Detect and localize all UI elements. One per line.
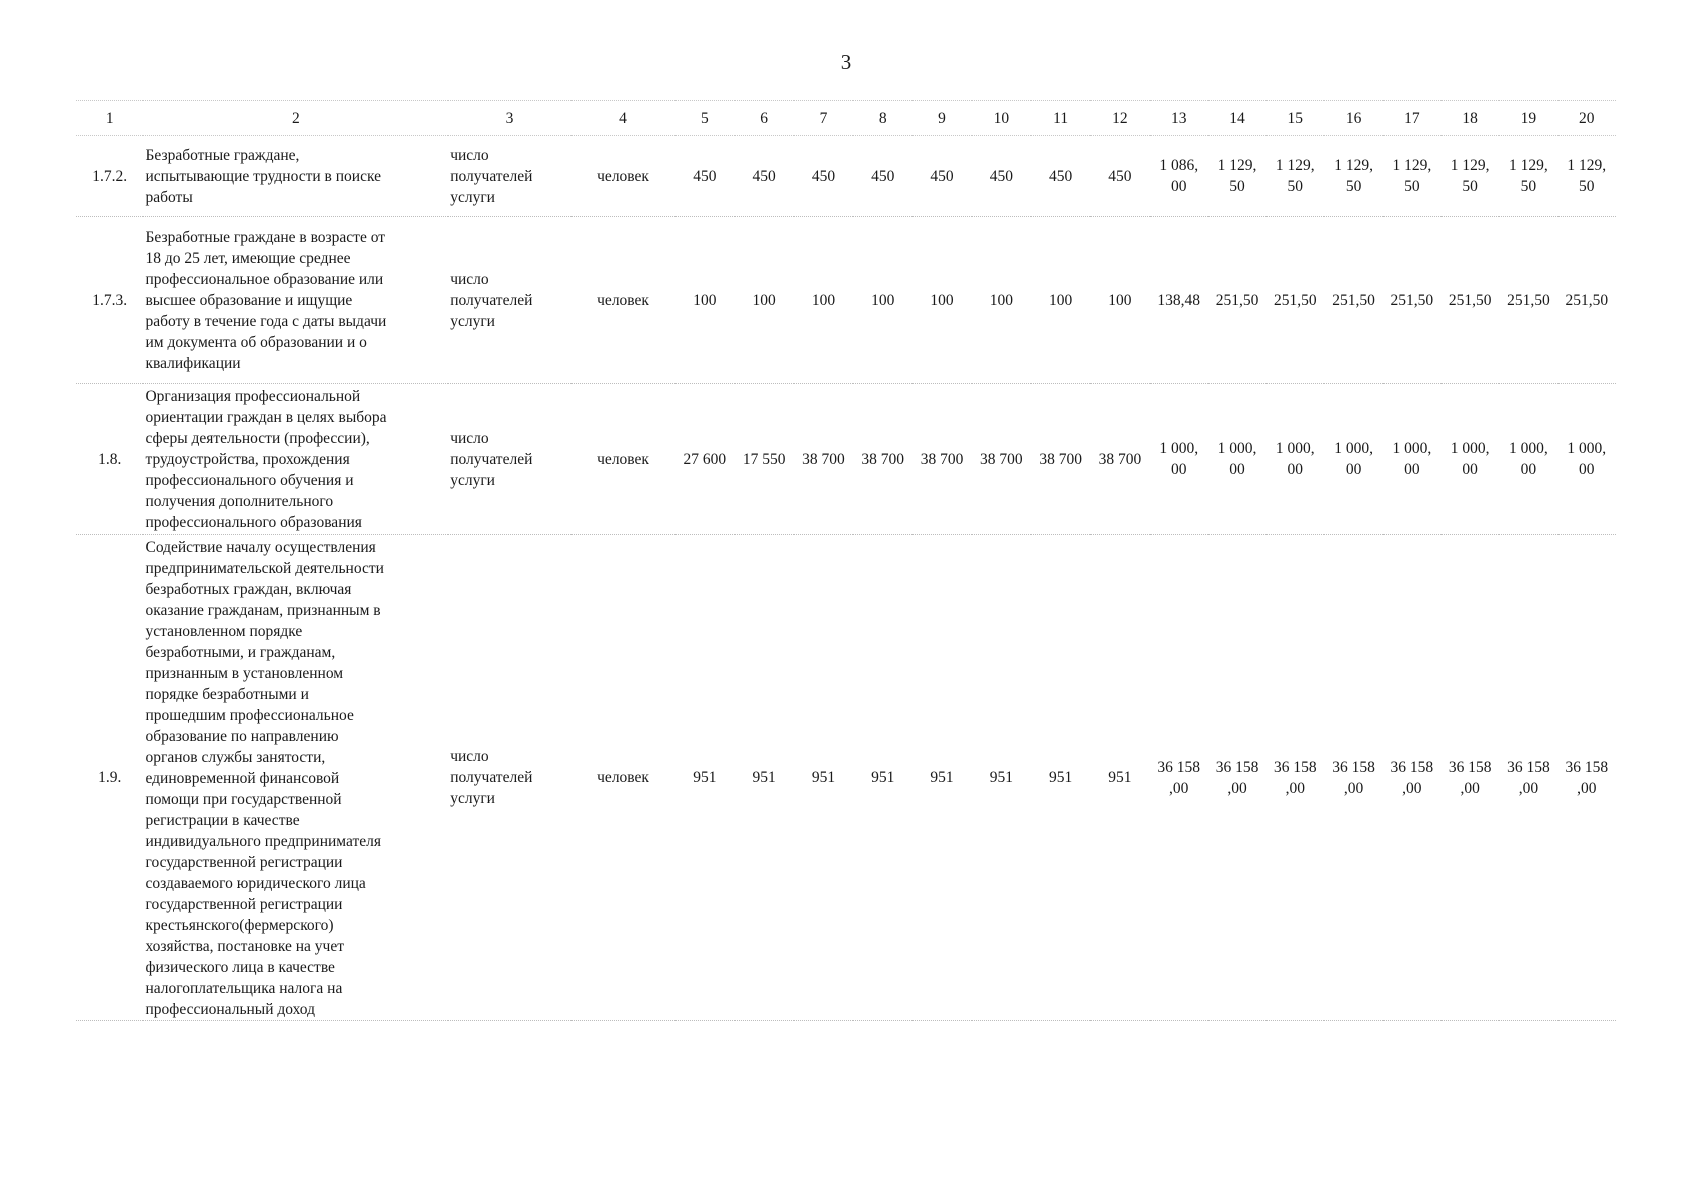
finance-cell (1266, 217, 1324, 384)
row-number-cell: 1.9. (76, 535, 143, 1021)
finance-cell (1324, 535, 1382, 1021)
table-row (76, 217, 1616, 384)
finance-line: 00 (1404, 461, 1420, 478)
finance-cell (1324, 136, 1382, 217)
column-header: 2 (143, 101, 448, 136)
finance-cell (1208, 217, 1266, 384)
finance-cell (1150, 384, 1208, 535)
finance-line: ,00 (1577, 779, 1597, 797)
column-header: 10 (972, 101, 1031, 136)
finance-line: 138,48 (1157, 291, 1201, 309)
finance-cell (1266, 136, 1324, 217)
finance-line: 00 (1345, 461, 1362, 478)
table-row (76, 384, 1616, 535)
finance-line: 36 158 (1215, 758, 1259, 776)
finance-line: 1 129, (1334, 157, 1373, 174)
finance-line: 36 158 (1273, 758, 1317, 776)
column-header: 13 (1150, 101, 1208, 136)
finance-line: 251,50 (1390, 291, 1434, 309)
finance-cell (1324, 217, 1382, 384)
value-cell: 100 (972, 217, 1031, 384)
finance-line: 251,50 (1565, 291, 1609, 309)
data-table (76, 100, 1616, 1021)
value-cell: 450 (675, 136, 734, 217)
finance-line: 50 (1404, 178, 1420, 195)
finance-line: 00 (1170, 461, 1187, 478)
finance-cell (1558, 535, 1616, 1021)
value-cell: 951 (794, 535, 853, 1021)
finance-line: ,00 (1460, 779, 1480, 797)
value-cell: 100 (675, 217, 734, 384)
unit-cell: человек (571, 535, 675, 1021)
value-cell: 100 (1090, 217, 1149, 384)
value-cell: 27 600 (675, 384, 734, 535)
finance-cell (1499, 136, 1557, 217)
finance-line: 1 129, (1392, 157, 1432, 174)
value-cell: 38 700 (853, 384, 912, 535)
column-header: 18 (1441, 101, 1499, 136)
value-cell: 38 700 (1090, 384, 1149, 535)
row-number-cell: 1.7.2. (76, 136, 143, 217)
unit-cell: человек (571, 384, 675, 535)
column-header: 17 (1383, 101, 1441, 136)
value-cell: 100 (1031, 217, 1090, 384)
column-header: 6 (735, 101, 794, 136)
finance-line: 00 (1170, 178, 1187, 195)
finance-line: 50 (1462, 178, 1478, 195)
value-cell: 450 (912, 136, 971, 217)
value-cell: 450 (1031, 136, 1090, 217)
finance-cell (1383, 136, 1441, 217)
finance-line: 00 (1462, 461, 1478, 478)
measure-cell: число получателей услуги (448, 535, 571, 1021)
column-header: 15 (1266, 101, 1324, 136)
finance-cell (1441, 217, 1499, 384)
value-cell: 38 700 (912, 384, 971, 535)
column-header: 11 (1031, 101, 1090, 136)
row-number-cell: 1.8. (76, 384, 143, 535)
finance-line: 1 129, (1275, 157, 1315, 174)
column-header: 12 (1090, 101, 1149, 136)
table-body (76, 136, 1616, 1021)
value-cell: 951 (1031, 535, 1090, 1021)
finance-line: 251,50 (1273, 291, 1317, 309)
finance-line: 251,50 (1332, 291, 1375, 309)
finance-cell (1499, 217, 1557, 384)
value-cell: 38 700 (972, 384, 1031, 535)
finance-line: 00 (1520, 461, 1537, 478)
finance-line: 36 158 (1448, 758, 1492, 776)
measure-cell: число получателей услуги (448, 384, 571, 535)
finance-line: 251,50 (1448, 291, 1492, 309)
finance-line: 1 129, (1509, 157, 1548, 174)
finance-cell (1208, 535, 1266, 1021)
finance-cell (1150, 217, 1208, 384)
value-cell: 100 (735, 217, 794, 384)
finance-line: 251,50 (1215, 291, 1259, 309)
finance-cell (1499, 384, 1557, 535)
finance-line: 1 000, (1509, 440, 1548, 457)
value-cell: 450 (794, 136, 853, 217)
finance-line: 50 (1520, 178, 1537, 195)
value-cell: 100 (794, 217, 853, 384)
finance-line: 50 (1229, 178, 1245, 195)
finance-cell (1324, 384, 1382, 535)
finance-cell (1150, 136, 1208, 217)
finance-cell (1383, 384, 1441, 535)
value-cell: 38 700 (1031, 384, 1090, 535)
column-header: 1 (76, 101, 143, 136)
value-cell: 951 (972, 535, 1031, 1021)
finance-cell (1208, 136, 1266, 217)
finance-line: 36 158 (1332, 758, 1375, 776)
finance-line: 1 000, (1217, 440, 1257, 457)
measure-cell: число получателей услуги (448, 136, 571, 217)
column-header: 14 (1208, 101, 1266, 136)
value-cell: 951 (853, 535, 912, 1021)
description-cell: Содействие началу осуществления предпринимательской деятельности безработных граждан, включая оказание гражданам, признанным в установленном порядке безработными, и гражданам, признанным в установленном порядке безработными и прошедшим профессиональное образование по направлению органов службы занятости, единовременной финансовой помощи при государственной регистрации в качестве индивидуального предпринимателя государственной регистрации создаваемого юридического лица государственной регистрации крестьянского(фермерского) хозяйства, постановке на учет физического лица в качестве налогоплательщика налога на профессиональный доход (143, 535, 448, 1021)
finance-line: ,00 (1285, 779, 1305, 797)
finance-line: 1 000, (1275, 440, 1315, 457)
column-header: 9 (912, 101, 971, 136)
value-cell: 951 (735, 535, 794, 1021)
finance-line: 1 000, (1567, 440, 1607, 457)
header-row (76, 101, 1616, 136)
finance-line: 1 086, (1159, 157, 1199, 174)
row-number-cell: 1.7.3. (76, 217, 143, 384)
finance-cell (1266, 535, 1324, 1021)
finance-cell (1383, 535, 1441, 1021)
value-cell: 951 (1090, 535, 1149, 1021)
finance-line: 36 158 (1390, 758, 1434, 776)
measure-cell: число получателей услуги (448, 217, 571, 384)
finance-line: ,00 (1227, 779, 1247, 797)
finance-line: ,00 (1169, 779, 1189, 797)
finance-cell (1150, 535, 1208, 1021)
finance-cell (1558, 384, 1616, 535)
description-cell: Безработные граждане, испытывающие трудности в поиске работы (143, 136, 448, 217)
finance-cell (1558, 136, 1616, 217)
value-cell: 450 (853, 136, 912, 217)
finance-line: ,00 (1518, 779, 1539, 797)
finance-line: 36 158 (1507, 758, 1550, 776)
page-number: 3 (840, 50, 852, 74)
unit-cell: человек (571, 136, 675, 217)
finance-line: 50 (1287, 178, 1304, 195)
column-header: 19 (1499, 101, 1557, 136)
finance-cell (1383, 217, 1441, 384)
finance-line: 50 (1345, 178, 1362, 195)
value-cell: 951 (912, 535, 971, 1021)
value-cell: 17 550 (735, 384, 794, 535)
finance-line: 1 000, (1450, 440, 1490, 457)
finance-line: 36 158 (1157, 758, 1201, 776)
finance-cell (1558, 217, 1616, 384)
column-header: 5 (675, 101, 734, 136)
finance-cell (1499, 535, 1557, 1021)
finance-line: 1 129, (1217, 157, 1257, 174)
value-cell: 951 (675, 535, 734, 1021)
finance-line: ,00 (1402, 779, 1422, 797)
column-header: 7 (794, 101, 853, 136)
finance-cell (1441, 384, 1499, 535)
finance-cell (1208, 384, 1266, 535)
description-cell: Безработные граждане в возрасте от 18 до 25 лет, имеющие среднее профессиональное образование или высшее образование и ищущие работу в течение года с даты выдачи им документа об образовании и о квалификации (143, 217, 448, 384)
unit-cell: человек (571, 217, 675, 384)
table-row (76, 136, 1616, 217)
value-cell: 100 (853, 217, 912, 384)
finance-line: 1 129, (1450, 157, 1490, 174)
finance-line: 1 000, (1392, 440, 1432, 457)
finance-line: ,00 (1343, 779, 1364, 797)
finance-cell (1441, 136, 1499, 217)
column-header: 3 (448, 101, 571, 136)
column-header: 20 (1558, 101, 1616, 136)
finance-line: 251,50 (1507, 291, 1550, 309)
finance-cell (1441, 535, 1499, 1021)
finance-cell (1266, 384, 1324, 535)
value-cell: 450 (972, 136, 1031, 217)
description-cell: Организация профессиональной ориентации граждан в целях выбора сферы деятельности (профессии), трудоустройства, прохождения профессионального обучения и получения дополнительного профессионального образования (143, 384, 448, 535)
finance-line: 00 (1287, 461, 1304, 478)
value-cell: 100 (912, 217, 971, 384)
finance-line: 1 000, (1334, 440, 1373, 457)
value-cell: 450 (1090, 136, 1149, 217)
finance-line: 50 (1579, 178, 1595, 195)
column-header: 16 (1324, 101, 1382, 136)
finance-line: 36 158 (1565, 758, 1609, 776)
finance-line: 00 (1229, 461, 1245, 478)
finance-line: 1 000, (1159, 440, 1199, 457)
table-row (76, 535, 1616, 1021)
column-header: 8 (853, 101, 912, 136)
value-cell: 450 (735, 136, 794, 217)
finance-line: 1 129, (1567, 157, 1607, 174)
value-cell: 38 700 (794, 384, 853, 535)
column-header: 4 (571, 101, 675, 136)
finance-line: 00 (1579, 461, 1595, 478)
